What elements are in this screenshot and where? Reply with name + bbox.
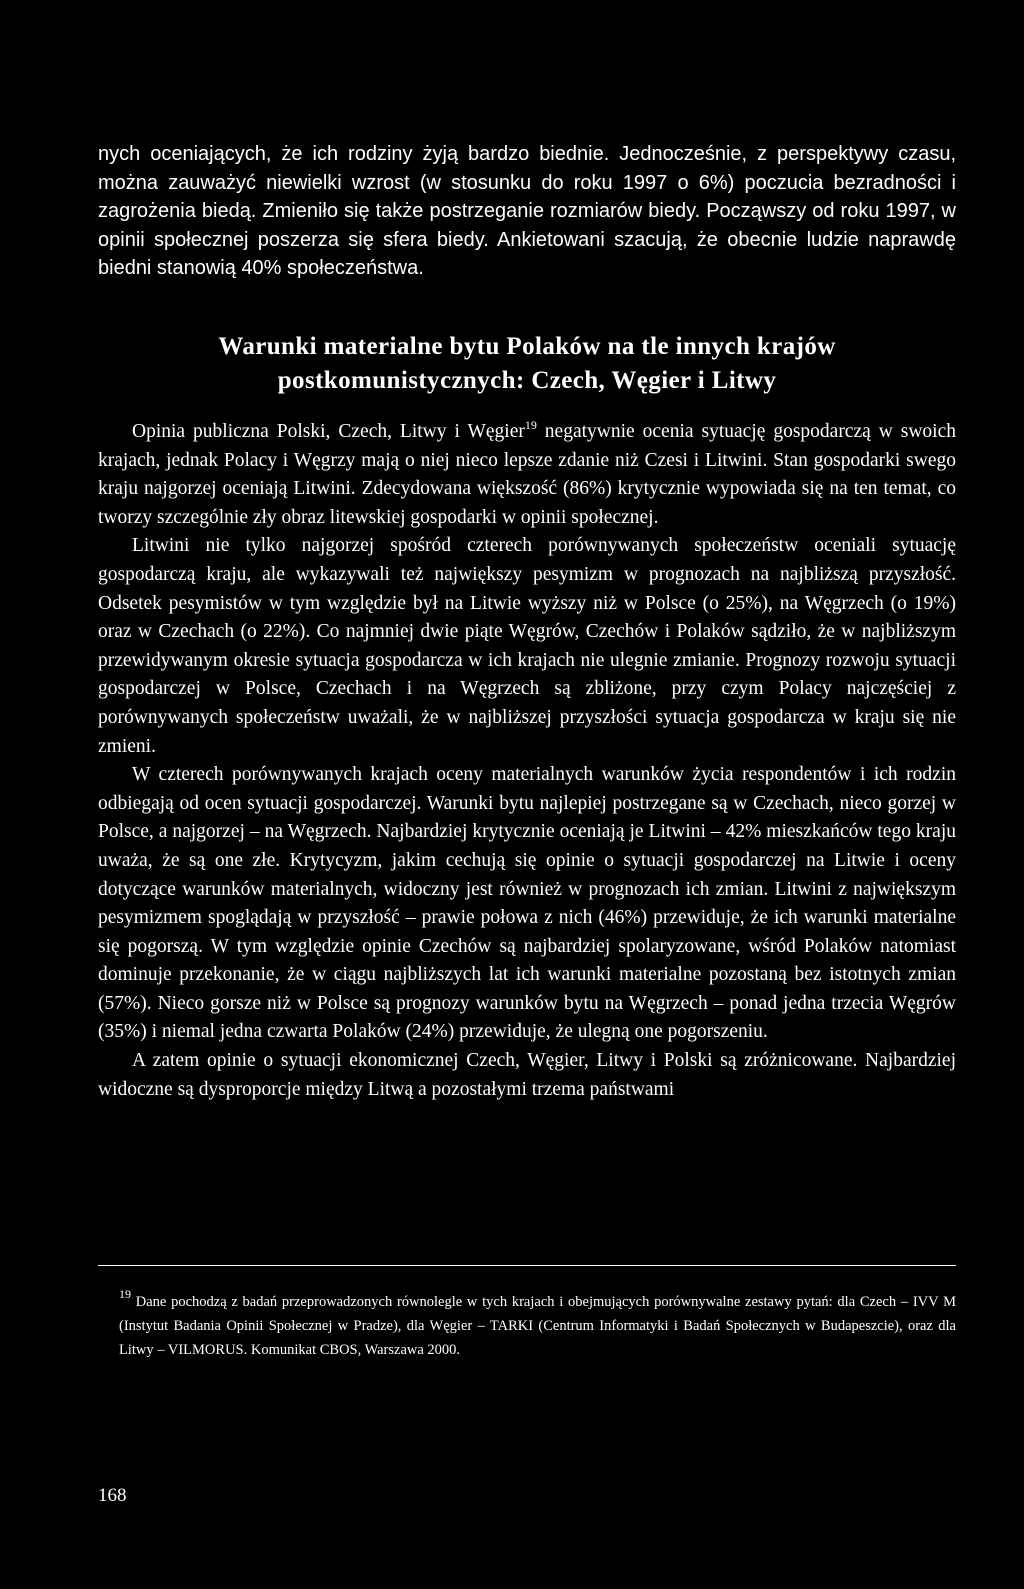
paragraph-1-start: Opinia publiczna Polski, Czech, Litwy i Węgier [132,421,525,442]
intro-paragraph-block [98,140,956,283]
footnote-divider [98,1265,956,1266]
paragraph-2: Litwini nie tylko najgorzej spośród czterech porównywanych społeczeństw oceniali sytuację gospodarczą kraju, ale wykazywali też największy pesymizm w prognozach na najbliższą przyszłość. Odsetek pesymistów w tym względzie był na Litwie wyższy niż w Polsce (o 25%), na Węgrzech (o 19%) oraz w Czechach (o 22%). Co najmniej dwie piąte Węgrów, Czechów i Polaków sądziło, że w najbliższym przewidywanym okresie sytuacja gospodarcza w ich krajach nie ulegnie zmianie. Prognozy rozwoju sytuacji gospodarczej w Polsce, Czechach i na Węgrzech są zbliżone, przy czym Polacy najczęściej z porównywanych społeczeństw uważali, że w najbliższej przyszłości sytuacja gospodarcza w kraju się nie zmieni. [98,535,956,757]
section-heading-line-1: Warunki materialne bytu Polaków na tle innych krajów [218,333,836,360]
footnote [119,1287,956,1362]
section-heading [98,330,956,398]
footnote-number: 19 [119,1287,131,1301]
footnote-reference: 19 [524,418,537,432]
paragraph-4: A zatem opinie o sytuacji ekonomicznej Czech, Węgier, Litwy i Polski są zróżnicowane. Najbardziej widoczne są dysproporcje między Litwą a pozostałymi trzema państwami [98,1050,956,1100]
paragraph-1-rest: negatywnie ocenia sytuację gospodarczą w swoich krajach, jednak Polacy i Węgrzy mają o niej nieco lepsze zdanie niż Czesi i Litwini. Stan gospodarki swego kraju najgorzej oceniają Litwini. Zdecydowana większość (86%) krytycznie wypowiada się na ten temat, co tworzy szczególnie zły obraz litewskiej gospodarki w opinii społecznej. [98,421,957,528]
footnote-text: Dane pochodzą z badań przeprowadzonych równolegle w tych krajach i obejmujących porównywalne zestawy pytań: dla Czech – IVV M (Instytut Badania Opinii Społecznej w Pradze), dla Węgier – TARKI (Centrum Informatyki i Badań Społecznych w Budapeszcie), oraz dla Litwy – VILMORUS. Komunikat CBOS, Warszawa 2000. [119,1294,956,1358]
paragraph-3: W czterech porównywanych krajach oceny materialnych warunków życia respondentów i ich rodzin odbiegają od ocen sytuacji gospodarczej. Warunki bytu najlepiej postrzegane są w Czechach, nieco gorzej w Polsce, a najgorzej – na Węgrzech. Najbardziej krytycznie oceniają je Litwini – 42% mieszkańców tego kraju uważa, że są one złe. Krytycyzm, jakim cechują się opinie o sytuacji gospodarczej na Litwie i oceny dotyczące warunków materialnych, widoczny jest również w prognozach ich zmian. Litwini z największym pesymizmem spoglądają w przyszłość – prawie połowa z nich (46%) przewiduje, że ich warunki materialne się pogorszą. W tym względzie opinie Czechów są najbardziej spolaryzowane, wśród Polaków natomiast dominuje przekonanie, że w ciągu najbliższych lat ich warunki materialne pozostaną bez istotnych zmian (57%). Nieco gorsze niż w Polsce są prognozy warunków bytu na Węgrzech – ponad jedna trzecia Węgrów (35%) i niemal jedna czwarta Polaków (24%) przewiduje, że ulegną one pogorszeniu. [98,764,956,1043]
page-number: 168 [98,1485,127,1506]
intro-paragraph: nych oceniających, że ich rodziny żyją bardzo biednie. Jednocześnie, z perspektywy czasu, można zauważyć niewielki wzrost (w stosunku do roku 1997 o 6%) poczucia bezradności i zagrożenia biedą. Zmieniło się także postrzeganie rozmiarów biedy. Począwszy od roku 1997, w opinii społecznej poszerza się sfera biedy. Ankietowani szacują, że obecnie ludzie naprawdę biedni stanowią 40% społeczeństwa. [98,143,956,279]
section-heading-line-2: postkomunistycznych: Czech, Węgier i Litwy [277,367,777,394]
paragraph-1 [98,418,956,532]
body-text [98,418,956,1104]
